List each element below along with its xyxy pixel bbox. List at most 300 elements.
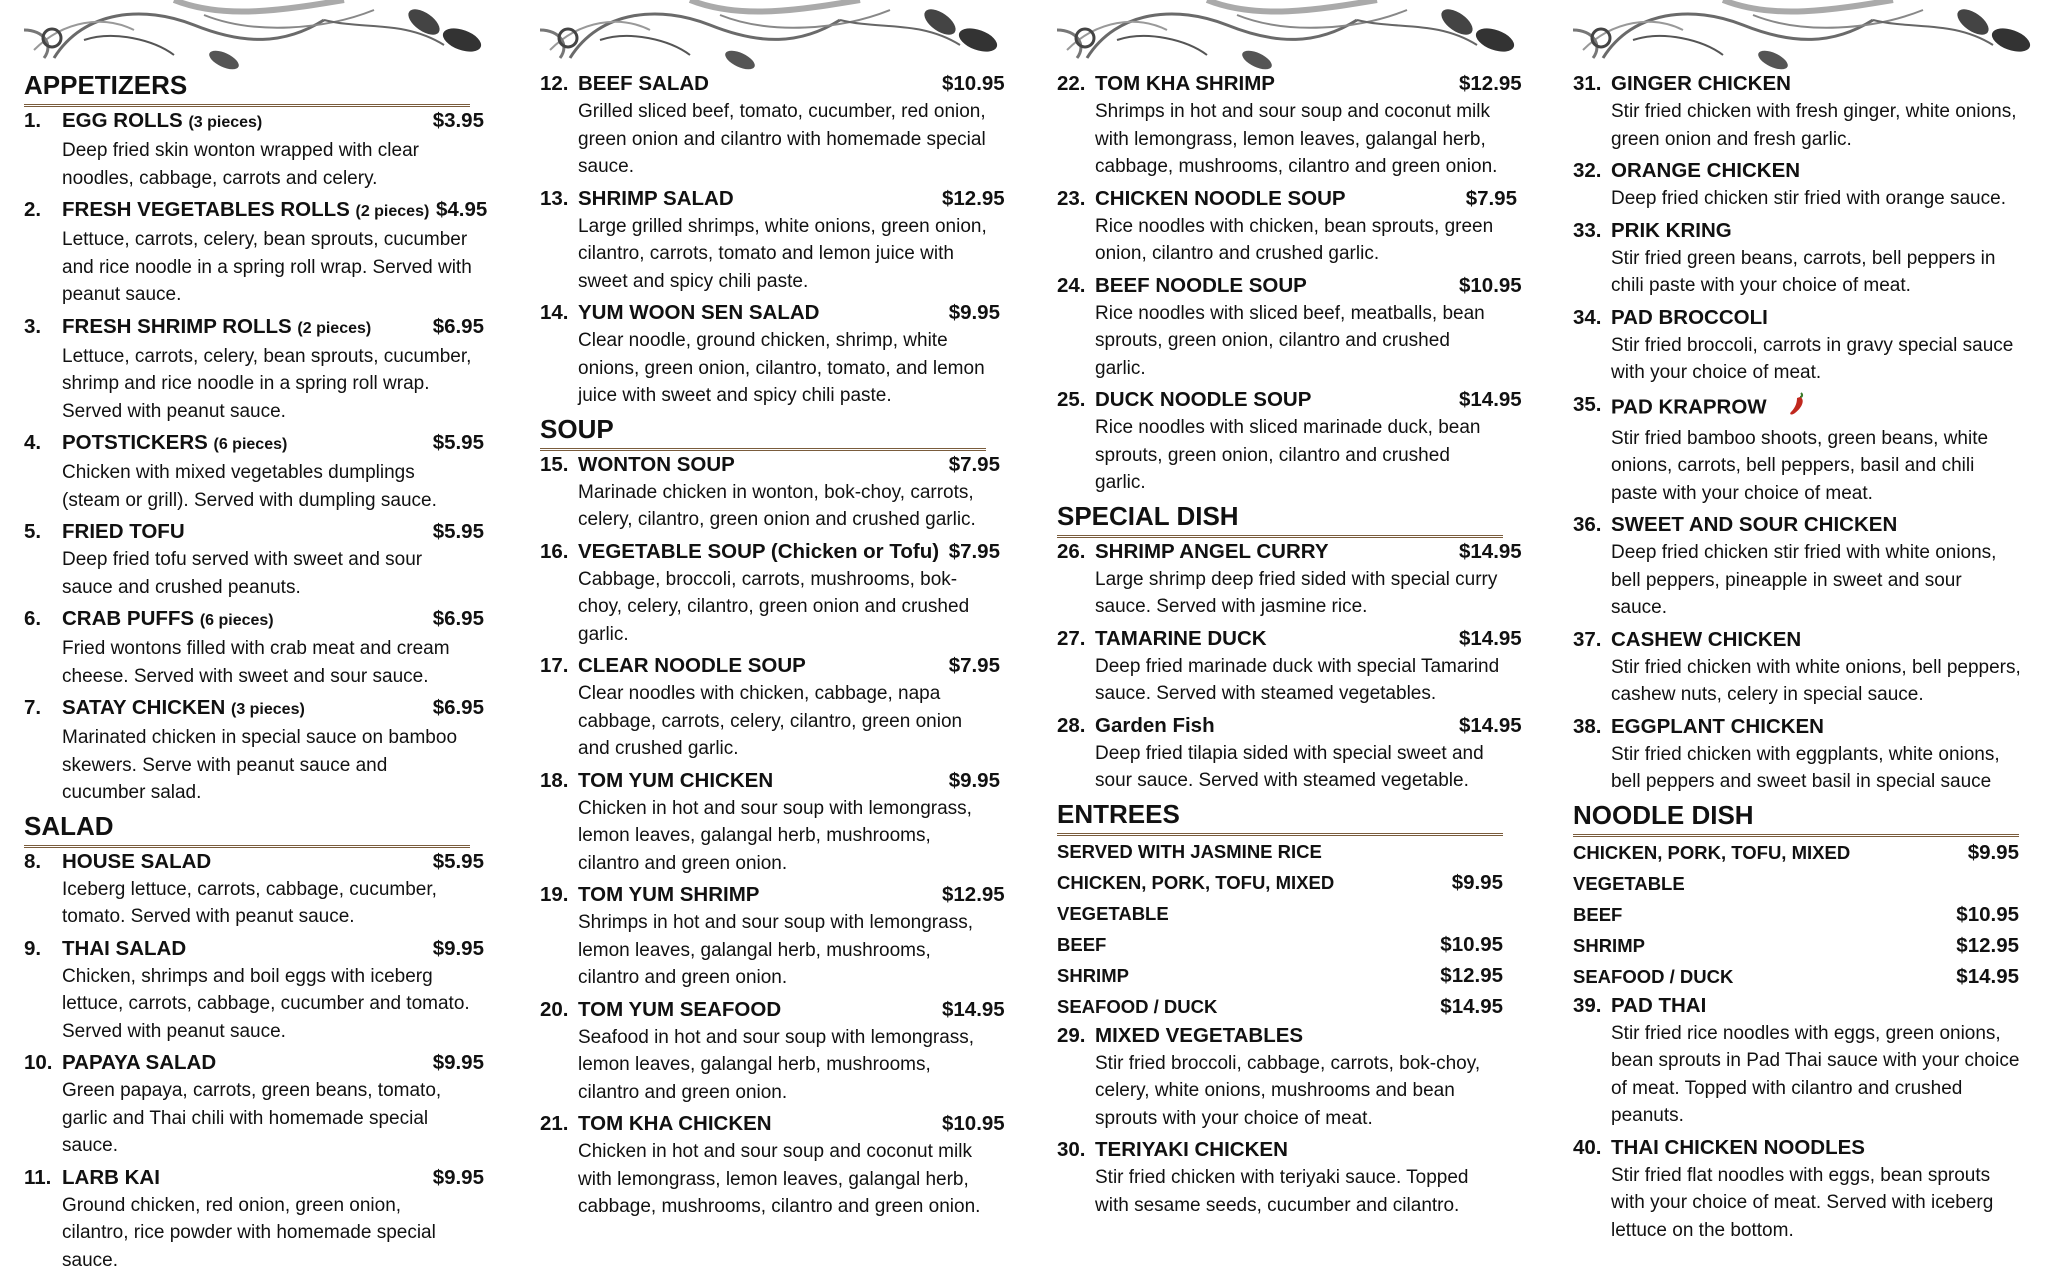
menu-item-header [540,299,1000,327]
item-number: 28. [1057,713,1086,737]
item-name-text: THAI SALAD [62,936,187,960]
price-line [1057,991,1503,1022]
menu-item [24,107,484,192]
item-description: Large shrimp deep fried sided with special curry sauce. Served with jasmine rice. [1095,568,1498,617]
item-name-text: FRESH SHRIMP ROLLS [62,314,292,338]
item-name [62,107,426,137]
item-price: $9.95 [432,1165,484,1189]
item-name [578,881,942,909]
item-name-text: MIXED VEGETABLES [1095,1023,1304,1047]
price-line-name: SHRIMP [1057,964,1129,986]
item-name-text: EGGPLANT CHICKEN [1611,714,1824,738]
item-name-text: TOM KHA CHICKEN [578,1112,772,1135]
menu-item [24,694,484,807]
menu-item-header [540,996,1005,1024]
menu-item [24,1049,484,1160]
section-heading: SALAD [24,811,470,848]
menu-item-header [24,605,484,635]
item-number: 23. [1057,186,1086,210]
item-price: $7.95 [948,452,1000,476]
item-name-text: CASHEW CHICKEN [1611,627,1802,651]
item-name-text: ORANGE CHICKEN [1611,159,1801,182]
item-number: 24. [1057,273,1086,297]
price-line-price: $14.95 [1956,964,2019,988]
menu-item-header [24,429,484,459]
menu-item [1057,538,1522,621]
menu-item [540,996,1005,1107]
item-name-text: PAPAYA SALAD [62,1051,217,1074]
price-line-name: BEEF [1573,903,1623,925]
menu-column-2 [540,0,1005,1285]
item-price: $5.95 [432,849,484,873]
menu-item-header [1573,511,2033,539]
price-line [1573,961,2019,992]
menu-item [24,196,488,309]
item-name-text: SATAY CHICKEN [62,696,226,719]
item-number: 11. [24,1165,52,1189]
item-name-text: DUCK NOODLE SOUP [1095,388,1312,411]
item-name [578,451,942,479]
item-description: Green papaya, carrots, green beans, tomato, garlic and Thai chili with homemade special sauce. [62,1080,442,1156]
item-number: 19. [540,883,569,906]
item-description: Deep fried marinade duck with special Tamarind sauce. Served with steamed vegetables. [1095,655,1500,704]
menu-item [1573,713,2033,796]
item-number: 15. [540,452,569,476]
item-price: $6.95 [432,696,484,719]
item-name-text: FRIED TOFU [62,520,185,543]
item-description: Clear noodles with chicken, cabbage, napa cabbage, carrots, celery, cilantro, green onion and crushed garlic. [578,683,963,759]
item-quantity: (3 pieces) [188,114,263,131]
item-name [578,1110,942,1138]
item-name [1095,1022,1517,1050]
price-line-name: SEAFOOD / DUCK [1057,995,1218,1017]
menu-item-header [24,107,484,137]
menu-item-header [24,313,484,343]
item-description: Fried wontons filled with crab meat and cream cheese. Served with sweet and sour sauce. [62,638,450,687]
item-name-text: PAD KRAPROW [1611,394,1767,418]
price-line [1573,930,2019,961]
menu-item [24,605,484,690]
item-name [1611,992,2033,1020]
item-name [1095,70,1459,98]
item-name [1611,1134,2033,1162]
item-name [1611,626,2033,654]
item-number: 8. [24,849,42,873]
menu-item [540,299,1000,410]
item-description: Shrimps in hot and sour soup with lemongrass, lemon leaves, galangal herb, mushrooms, cilantro and green onion. [578,912,973,988]
item-name-text: BEEF NOODLE SOUP [1095,273,1307,297]
item-number: 14. [540,301,569,324]
item-price: $5.95 [432,520,484,543]
item-name [1611,304,2033,332]
item-name [1611,70,2033,98]
item-name [62,848,426,876]
item-name-text: SHRIMP ANGEL CURRY [1095,539,1329,563]
menu-item-header [1573,217,2033,245]
item-description: Clear noodle, ground chicken, shrimp, white onions, green onion, cilantro, tomato, and lemon juice with sweet and spicy chili paste. [578,330,985,406]
price-line-price: $9.95 [1967,840,2019,864]
section-heading: SPECIAL DISH [1057,501,1503,538]
item-name [1611,391,2033,425]
item-number: 32. [1573,159,1602,182]
menu-item-header [1057,538,1522,566]
price-line-price: $12.95 [1440,963,1503,987]
item-description: Deep fried tilapia sided with special sweet and sour sauce. Served with steamed vegetable. [1095,742,1484,791]
menu-item [24,935,484,1046]
item-description: Stir fried bamboo shoots, green beans, white onions, carrots, bell peppers, basil and chili paste with your choice of meat. [1611,427,1989,504]
item-price: $12.95 [1459,72,1522,95]
item-price: $9.95 [948,768,1000,792]
item-number: 31. [1573,72,1602,95]
section-note: SERVED WITH JASMINE RICE [1057,840,1322,862]
item-number: 12. [540,72,569,95]
menu-column-4 [1573,0,2033,1285]
item-price: $14.95 [1459,539,1522,563]
item-price: $3.95 [432,109,484,132]
item-price: $14.95 [1459,626,1522,650]
menu-item [1057,272,1522,383]
item-description: Marinated chicken in special sauce on bamboo skewers. Serve with peanut sauce and cucumber salad. [62,727,458,803]
item-name-text: WONTON SOUP [578,452,735,476]
item-number: 27. [1057,626,1086,650]
menu-column-1 [24,0,488,1285]
menu-item [1057,185,1517,268]
item-name-text: TOM YUM SHRIMP [578,883,760,906]
item-description: Deep fried skin wonton wrapped with clear noodles, cabbage, carrots and celery. [62,140,419,189]
item-name [1095,272,1459,300]
menu-item [1057,70,1522,181]
item-name-text: CLEAR NOODLE SOUP [578,654,806,677]
item-number: 34. [1573,305,1602,329]
item-price: $10.95 [1459,273,1522,297]
item-name [578,185,942,213]
item-description: Lettuce, carrots, celery, bean sprouts, cucumber, shrimp and rice noodle in a spring roll wrap. Served with peanut sauce. [62,345,472,422]
item-name-text: TERIYAKI CHICKEN [1095,1138,1288,1161]
item-quantity: (6 pieces) [213,436,288,453]
item-number: 2. [24,198,42,221]
menu-item-header [1573,713,2033,741]
item-price: $14.95 [942,997,1005,1021]
item-description: Stir fried broccoli, carrots in gravy special sauce with your choice of meat. [1611,334,2014,383]
item-price: $6.95 [432,607,484,630]
item-description: Stir fried flat noodles with eggs, bean sprouts with your choice of meat. Served with iceberg lettuce on the bottom. [1611,1164,1994,1241]
menu-item [1573,511,2033,622]
menu-item [1573,626,2033,709]
item-name [1095,185,1459,213]
item-number: 36. [1573,513,1602,536]
menu-item-header [1573,304,2033,332]
item-number: 35. [1573,392,1602,416]
floral-ornament [1057,0,1517,70]
item-name-text: VEGETABLE SOUP (Chicken or Tofu) [578,539,940,563]
item-name [62,1049,426,1077]
item-description: Lettuce, carrots, celery, bean sprouts, cucumber and rice noodle in a spring roll wrap. Served with peanut sauce. [62,229,472,305]
item-price: $7.95 [1465,186,1517,210]
item-name [1611,157,2033,185]
price-line-name: SEAFOOD / DUCK [1573,965,1734,987]
item-description: Stir fried chicken with eggplants, white onions, bell peppers and sweet basil in special sauce [1611,743,2000,792]
item-quantity: (6 pieces) [199,612,274,629]
menu-item [1573,1134,2033,1245]
menu-item-header [1573,992,2033,1020]
item-quantity: (2 pieces) [355,203,430,220]
item-price: $4.95 [435,198,488,221]
item-number: 18. [540,768,569,792]
item-name-text: THAI CHICKEN NOODLES [1611,1135,1865,1159]
menu-item [540,881,1005,992]
item-name [1095,538,1459,566]
item-name [578,652,942,680]
item-quantity: (2 pieces) [297,319,372,337]
item-number: 1. [24,109,42,132]
item-price: $10.95 [942,72,1005,95]
price-line [1573,837,2019,899]
price-line-name: CHICKEN, PORK, TOFU, MIXED VEGETABLE [1573,841,1851,894]
section-heading: APPETIZERS [24,70,470,107]
item-description: Marinade chicken in wonton, bok-choy, carrots, celery, cilantro, green onion and crushed garlic. [578,481,976,530]
item-description: Stir fried broccoli, cabbage, carrots, bok-choy, celery, white onions, mushrooms and bean sprouts with your choice of meat. [1095,1052,1481,1129]
item-description: Deep fried tofu served with sweet and sour sauce and crushed peanuts. [62,549,423,598]
menu-item [540,652,1000,763]
item-name-text: TOM YUM SEAFOOD [578,997,782,1021]
menu-item-header [540,185,1005,213]
floral-ornament [540,0,1000,70]
menu-item [1057,1136,1517,1219]
item-price: $6.95 [432,314,484,338]
item-number: 33. [1573,218,1602,242]
menu-item [1057,712,1522,795]
item-name-text: SWEET AND SOUR CHICKEN [1611,513,1898,536]
item-description: Iceberg lettuce, carrots, cabbage, cucumber, tomato. Served with peanut sauce. [62,878,437,927]
menu-item-header [1057,625,1522,653]
floral-ornament [1573,0,2033,70]
item-description: Rice noodles with sliced marinade duck, bean sprouts, green onion, cilantro and crushed garlic. [1095,417,1481,493]
price-line [1057,867,1503,929]
item-number: 6. [24,607,42,630]
item-name-text: FRESH VEGETABLES ROLLS [62,198,350,221]
item-name-text: POTSTICKERS [62,431,208,454]
menu-item [1573,391,2033,508]
item-number: 26. [1057,539,1086,563]
floral-ornament [24,0,484,70]
item-name [578,538,942,566]
item-description: Large grilled shrimps, white onions, green onion, cilantro, carrots, tomato and lemon juice with sweet and spicy chili paste. [578,215,987,292]
menu-item-header [1057,185,1517,213]
section-heading: NOODLE DISH [1573,800,2019,837]
item-description: Seafood in hot and sour soup with lemongrass, lemon leaves, galangal herb, mushrooms, cilantro and green onion. [578,1026,975,1103]
menu-item [540,1110,1005,1221]
item-name-text: TOM KHA SHRIMP [1095,72,1275,95]
item-price: $14.95 [1459,388,1522,411]
item-name-text: HOUSE SALAD [62,849,212,873]
menu-item-header [1057,712,1522,740]
menu-item-header [1057,386,1522,414]
item-number: 29. [1057,1023,1086,1047]
item-number: 17. [540,654,569,677]
item-name [1611,713,2033,741]
item-description: Deep fried chicken stir fried with white onions, bell peppers, pineapple in sweet and sour sauce. [1611,542,1997,618]
menu-item-header [24,935,484,963]
item-description: Shrimps in hot and sour soup and coconut milk with lemongrass, lemon leaves, galangal herb, cabbage, mushrooms, cilantro and green onion. [1095,101,1498,177]
item-number: 3. [24,314,42,338]
item-name [578,70,942,98]
item-name-text: CHICKEN NOODLE SOUP [1095,186,1346,210]
item-description: Cabbage, broccoli, carrots, mushrooms, bok-choy, celery, cilantro, green onion and crushed garlic. [578,568,970,645]
menu-item [24,518,484,601]
menu-item-header [1057,1022,1517,1050]
item-name [62,313,426,343]
item-number: 30. [1057,1138,1086,1161]
item-name-text: CRAB PUFFS [62,607,195,630]
item-number: 10. [24,1051,53,1074]
menu-item [1573,304,2033,387]
section-heading: SOUP [540,414,986,451]
item-number: 40. [1573,1135,1602,1159]
menu-item-header [1573,70,2033,98]
menu-item [1573,70,2033,153]
menu-item [540,538,1000,649]
item-price: $7.95 [948,654,1000,677]
menu-item-header [1573,626,2033,654]
menu-item-header [540,652,1000,680]
menu-item [540,767,1000,878]
item-name [62,694,426,724]
item-number: 22. [1057,72,1086,95]
item-number: 38. [1573,714,1602,738]
menu-item [1573,217,2033,300]
section-heading: ENTREES [1057,799,1503,836]
item-name [1611,217,2033,245]
menu-item-header [24,196,488,226]
item-price: $7.95 [948,539,1000,563]
item-name [1095,625,1459,653]
menu-item-header [1057,1136,1517,1164]
menu-item [1573,992,2033,1130]
item-name [62,935,426,963]
item-description: Grilled sliced beef, tomato, cucumber, red onion, green onion and cilantro with homemade special sauce. [578,101,986,177]
item-price: $9.95 [948,301,1000,324]
menu-item-header [540,451,1000,479]
price-line-price: $10.95 [1956,902,2019,926]
item-number: 4. [24,431,42,454]
item-name-text: TAMARINE DUCK [1095,626,1267,650]
menu-item-header [540,538,1000,566]
menu-item [24,313,484,426]
item-description: Chicken in hot and sour soup and coconut milk with lemongrass, lemon leaves, galangal herb, cabbage, mushrooms, cilantro and green onion. [578,1141,981,1217]
item-name-text: YUM WOON SEN SALAD [578,301,820,324]
item-description: Stir fried green beans, carrots, bell peppers in chili paste with your choice of meat. [1611,247,1996,296]
item-description: Chicken with mixed vegetables dumplings (steam or grill). Served with dumpling sauce. [62,462,437,511]
item-number: 25. [1057,388,1086,411]
price-line-price: $12.95 [1956,933,2019,957]
menu-item-header [24,1049,484,1077]
item-name [578,299,942,327]
item-number: 5. [24,520,42,543]
item-name-text: LARB KAI [62,1165,160,1189]
item-number: 20. [540,997,569,1021]
item-price: $14.95 [1459,713,1522,737]
item-name [62,196,429,226]
menu-item-header [1057,272,1522,300]
item-name [1611,511,2033,539]
item-name-text: PRIK KRING [1611,218,1732,242]
item-name [1095,386,1459,414]
menu-item-header [540,767,1000,795]
item-number: 13. [540,186,569,210]
item-price: $12.95 [942,883,1005,906]
menu-item-header [24,694,484,724]
menu-item [24,1164,484,1275]
item-description: Stir fried rice noodles with eggs, green onions, bean sprouts in Pad Thai sauce with your choice of meat. Topped with cilantro and crushed peanuts. [1611,1022,2020,1126]
item-name-text: SHRIMP SALAD [578,186,734,210]
price-line-price: $10.95 [1440,932,1503,956]
menu-item-header [1573,1134,2033,1162]
price-line [1057,960,1503,991]
item-description: Ground chicken, red onion, green onion, cilantro, rice powder with homemade special sauce. [62,1194,436,1271]
item-name [578,767,942,795]
menu-item-header [540,1110,1005,1138]
item-name [62,429,426,459]
item-name [578,996,942,1024]
item-number: 37. [1573,627,1602,651]
item-number: 9. [24,936,42,960]
menu-item-header [540,881,1005,909]
item-price: $9.95 [432,936,484,960]
item-description: Chicken, shrimps and boil eggs with iceberg lettuce, carrots, cabbage, cucumber and tomato. Served with peanut sauce. [62,965,470,1042]
item-number: 21. [540,1112,569,1135]
menu-item-header [540,70,1005,98]
price-line-name: CHICKEN, PORK, TOFU, MIXED VEGETABLE [1057,871,1335,924]
item-name-text: BEEF SALAD [578,72,709,95]
menu-item [24,848,484,931]
item-number: 16. [540,539,569,563]
menu-item [24,429,484,514]
item-name-text: Garden Fish [1095,713,1215,737]
menu-item-header [1573,391,2033,425]
item-name [62,605,426,635]
item-description: Rice noodles with chicken, bean sprouts, green onion, cilantro and crushed garlic. [1095,215,1494,264]
menu-item [1057,1022,1517,1133]
menu-item-header [24,848,484,876]
price-line-name: SHRIMP [1573,934,1645,956]
item-name [62,518,426,546]
item-price: $12.95 [942,186,1005,210]
menu-item [540,185,1005,296]
item-name-text: GINGER CHICKEN [1611,72,1791,95]
item-quantity: (3 pieces) [230,701,305,718]
item-number: 39. [1573,993,1602,1017]
menu-item [1057,625,1522,708]
item-price: $9.95 [432,1051,484,1074]
menu-item [1057,386,1522,497]
item-description: Stir fried chicken with white onions, bell peppers, cashew nuts, celery in special sauce. [1611,656,2021,705]
price-line [1573,899,2019,930]
item-name [1095,1136,1517,1164]
item-name [1095,712,1459,740]
menu-column-3 [1057,0,1522,1285]
item-description: Chicken in hot and sour soup with lemongrass, lemon leaves, galangal herb, mushrooms, cilantro and green onion. [578,797,972,874]
menu-item-header [24,1164,484,1192]
item-description: Stir fried chicken with fresh ginger, white onions, green onion and fresh garlic. [1611,101,2017,150]
item-price: $5.95 [432,431,484,454]
item-description: Rice noodles with sliced beef, meatballs, bean sprouts, green onion, cilantro and crushed garlic. [1095,302,1485,379]
item-number: 7. [24,696,42,719]
item-name [62,1164,426,1192]
menu-item [540,70,1005,181]
price-line-price: $9.95 [1451,870,1503,894]
item-price: $10.95 [942,1112,1005,1135]
menu-item [1573,157,2033,213]
